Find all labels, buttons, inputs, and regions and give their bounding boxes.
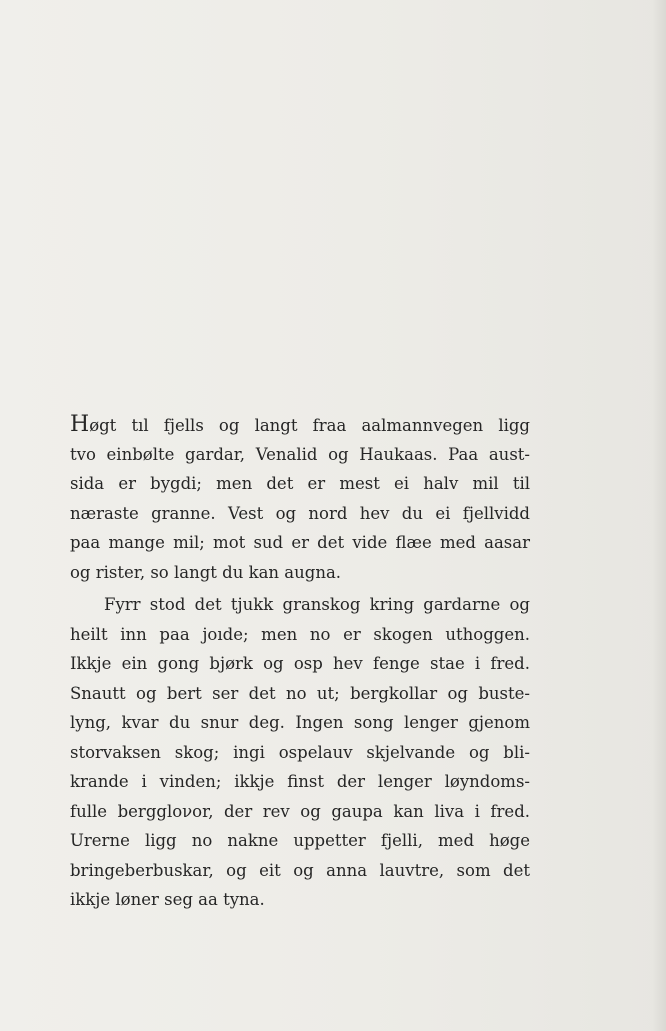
text-line: tvo einbølte gardar, Venalid og Haukaas. Paa aust- — [70, 444, 530, 464]
text-line: Fyrr stod det tjukk granskog kring gardarne og — [104, 595, 530, 614]
text-line: Urerne ligg no nakne uppetter fjelli, med høge — [70, 831, 530, 850]
text-line — [70, 410, 530, 440]
text-line-content: øgt tıl fjells og langt fraa aalmannvegen ligg — [89, 416, 530, 435]
text-line: næraste granne. Vest og nord hev du ei fjellvidd — [70, 503, 530, 523]
text-line: Snautt og bert ser det no ut; bergkollar og buste- — [70, 683, 530, 703]
text-line: heilt inn paa joıde; men no er skogen uthoggen. — [70, 624, 530, 644]
text-line: krande i vinden; ikkje finst der lenger løyndoms- — [70, 772, 530, 791]
text-line: lyng, kvar du snur deg. Ingen song lenger gjenom — [70, 713, 530, 732]
text-line: bringeberbuskar, og eit og anna lauvtre, som det — [70, 860, 530, 880]
text-line: paa mange mil; mot sud er det vide flæe med aasar — [70, 533, 530, 552]
text-line: fulle berggloνor, der rev og gaupa kan liva i fred. — [70, 801, 530, 821]
text-line: og rister, so langt du kan augna. — [70, 562, 342, 582]
text-line: sida er bygdi; men det er mest ei halv mil til — [70, 474, 530, 493]
page-edge-shadow — [652, 0, 666, 1031]
text-line: Ikkje ein gong bjørk og osp hev fenge stae i fred. — [70, 654, 530, 673]
paragraph-1 — [70, 410, 530, 587]
text-line: ikkje løner seg aa tyna. — [70, 890, 265, 909]
paragraph-2 — [70, 590, 530, 915]
drop-cap: H — [70, 412, 90, 437]
text-line: storvaksen skog; ingi ospelauv skjelvande og bli- — [70, 742, 530, 762]
body-text — [70, 410, 530, 915]
